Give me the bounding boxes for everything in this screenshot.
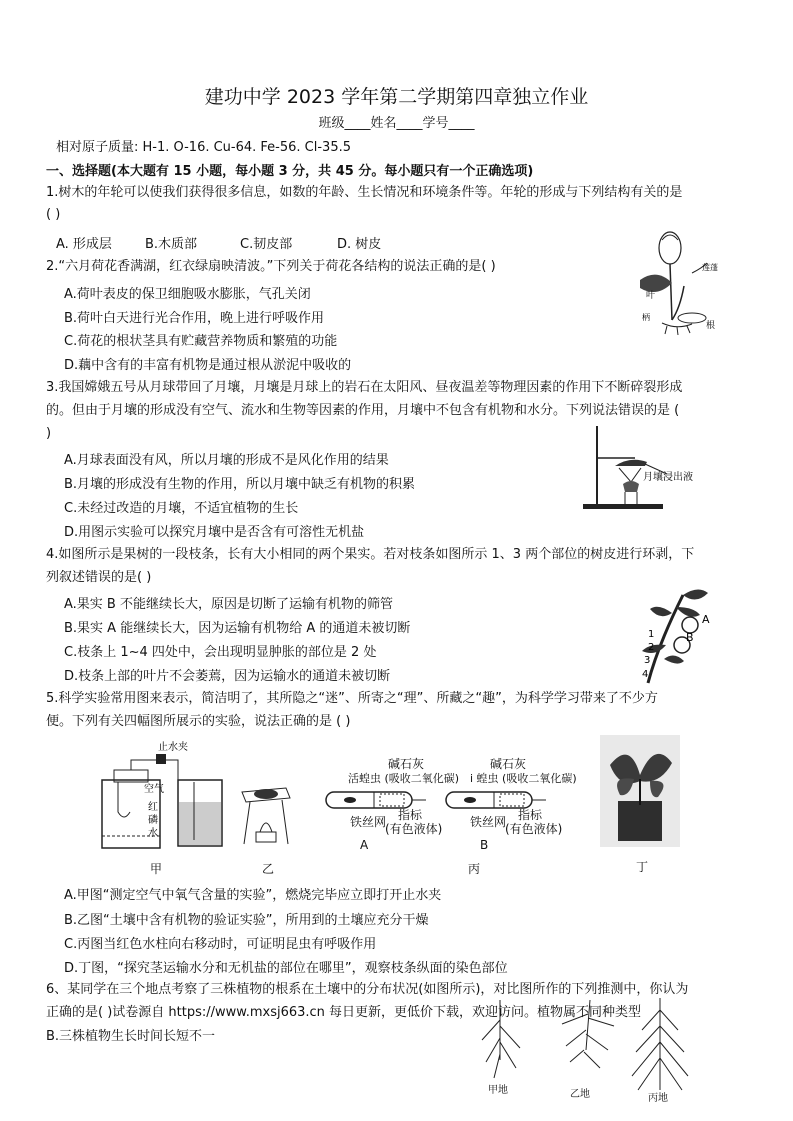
q3-option-d: D.用图示实验可以探究月壤中是否含有可溶性无机盐 [64,525,365,540]
q4-option-d: D.枝条上部的叶片不会萎蔫，因为运输水的通道未被切断 [64,669,391,684]
q6-stem-line2: 正确的是( )试卷源自 https://www.mxsj663.cn 每日更新，更低价下载，欢迎访问。植物属不同种类型 [46,1005,642,1020]
q2-option-a: A.荷叶表皮的保卫细胞吸水膨胀，气孔关闭 [64,287,311,302]
wire-mesh-label-a: 铁丝网 [350,815,387,829]
setup-label-a: A [360,838,369,852]
q1-stem-line1: 1.树木的年轮可以使我们获得很多信息，如数的年龄、生长情况和环境条件等。年轮的形成与下列结构有关的是 [46,185,683,200]
q3-option-c: C.未经过改造的月壤，不适宜植物的生长 [64,501,299,516]
q1-option-a: A. 形成层 [56,237,112,252]
wire-mesh-label-b: 铁丝网 [470,815,507,829]
setup-label-b: B [480,838,489,852]
q2-option-d: D.藕中含有的丰富有机物是通过根从淤泥中吸收的 [64,358,352,373]
q4-option-c: C.枝条上 1~4 四处中，会出现明显肿胀的部位是 2 处 [64,645,377,660]
stem-transport-photo [600,735,680,847]
q3-stem-line3: ) [46,426,52,441]
fruit-label-b: B [686,631,694,644]
lime-label-a: 碱石灰 [388,757,425,771]
q3-stem-line1: 3.我国嫦娥五号从月球带回了月壤，月壤是月球上的岩石在太阳风、昼夜温差等物理因素的作用下不断碎裂形成 [46,380,683,395]
page-title: 建功中学 2023 学年第二学期第四章独立作业 [204,86,589,108]
caption-bing: 丙 [468,862,481,876]
branch-label-2: 2 [648,642,655,653]
q4-option-a: A.果实 B 不能继续长大，原因是切断了运输有机物的筛管 [64,597,393,612]
q3-option-a: A.月球表面没有风，所以月壤的形成不是风化作用的结果 [64,453,389,468]
caption-ding: 丁 [636,860,649,874]
q4-option-b: B.果实 A 能继续长大，因为运输有机物给 A 的通道未被切断 [64,621,411,636]
q5-option-a: A.甲图“测定空气中氧气含量的实验”，燃烧完毕应立即打开止水夹 [64,888,442,903]
q4-stem-line2: 列叙述错误的是( ) [46,570,152,585]
air-label: 空气 [144,784,164,795]
caption-jia: 甲 [150,862,163,876]
soil-heating-figure [236,778,296,848]
fruit-branch-figure [628,585,723,685]
branch-label-1: 1 [648,629,655,640]
bug-label-a: 活蝗虫 (吸收二氧化碳) [348,772,460,785]
q3-stem-line2: 的。但由于月壤的形成没有空气、流水和生物等因素的作用，月壤中不包含有机物和水分。下列说法错误的是 ( [46,403,680,418]
q2-option-b: B.荷叶白天进行光合作用，晚上进行呼吸作用 [64,311,325,326]
lotus-label-stalk: 柄 [642,313,650,322]
caption-site-jia: 甲地 [488,1085,508,1096]
q3-option-b: B.月壤的形成没有生物的作用，所以月壤中缺乏有机物的积累 [64,477,416,492]
caption-yi: 乙 [262,862,275,876]
oxygen-content-apparatus [98,740,238,855]
lotus-label-root: 根 [706,321,716,331]
indicator-label-b: 指标 [518,808,543,822]
caption-site-yi: 乙地 [570,1089,590,1100]
q5-option-b: B.乙图“土壤中含有机物的验证实验”，所用到的土壤应充分干燥 [64,913,429,928]
water-label: 水 [148,828,158,839]
branch-label-4: 4 [642,669,649,680]
q1-stem-line2: ( ) [46,207,61,222]
section-heading: 一、选择题(本大题有 15 小题，每小题 3 分，共 45 分。每小题只有一个正确选项) [46,164,534,179]
caption-site-bing: 丙地 [648,1093,668,1104]
q5-option-c: C.丙图当红色水柱向右移动时，可证明昆虫有呼吸作用 [64,937,377,952]
moon-soil-extract-label: 月壤浸出液 [643,472,693,483]
student-info-line: 班级____姓名____学号____ [318,116,475,131]
q5-stem-line1: 5.科学实验常用图来表示，简洁明了，其所隐之“迷”、所寄之“理”、所藏之“趣”，为科学学习带来了不少方 [46,691,658,706]
branch-label-3: 3 [644,655,651,666]
q5-option-d: D.丁图，“探究茎运输水分和无机盐的部位在哪里”，观察枝条纵面的染色部位 [64,961,508,976]
q6-option-b: B.三株植物生长时间长短不一 [46,1029,216,1044]
evaporation-setup-figure [575,422,715,512]
clamp-label: 止水夹 [158,742,188,753]
colored-liquid-label-b: (有色液体) [505,822,563,836]
lotus-label-seedpod: 莲蓬 [702,263,718,272]
red-phosphorus-label-2: 磷 [148,815,158,826]
atomic-masses: 相对原子质量: H-1. O-16. Cu-64. Fe-56. Cl-35.5 [56,140,352,155]
lime-label-b: 碱石灰 [490,757,527,771]
lotus-label-leaf: 叶 [646,291,656,301]
fruit-label-a: A [702,613,710,626]
colored-liquid-label-a: (有色液体) [385,822,443,836]
q1-option-c: C.韧皮部 [240,237,293,252]
q5-stem-line2: 便。下列有关四幅图所展示的实验，说法正确的是 ( ) [46,714,351,729]
red-phosphorus-label-1: 红 [148,802,158,813]
q1-option-d: D. 树皮 [337,237,382,252]
q2-option-c: C.荷花的根状茎具有贮藏营养物质和繁殖的功能 [64,334,338,349]
q6-stem-line1: 6、某同学在三个地点考察了三株植物的根系在土壤中的分布状况(如图所示)，对比图所作的下列推测中，你认为 [46,982,689,997]
q1-option-b: B.木质部 [145,237,198,252]
indicator-label-a: 指标 [398,808,423,822]
lotus-figure [632,228,727,338]
q2-stem: 2.“六月荷花香满湖，红衣绿扇映清波。”下列关于荷花各结构的说法正确的是( ) [46,259,496,274]
bug-label-b: i 蝗虫 (吸收二氧化碳) [470,772,577,785]
q4-stem-line1: 4.如图所示是果树的一段枝条，长有大小相同的两个果实。若对枝条如图所示 1、3 两个部位的树皮进行环剥，下 [46,547,695,562]
